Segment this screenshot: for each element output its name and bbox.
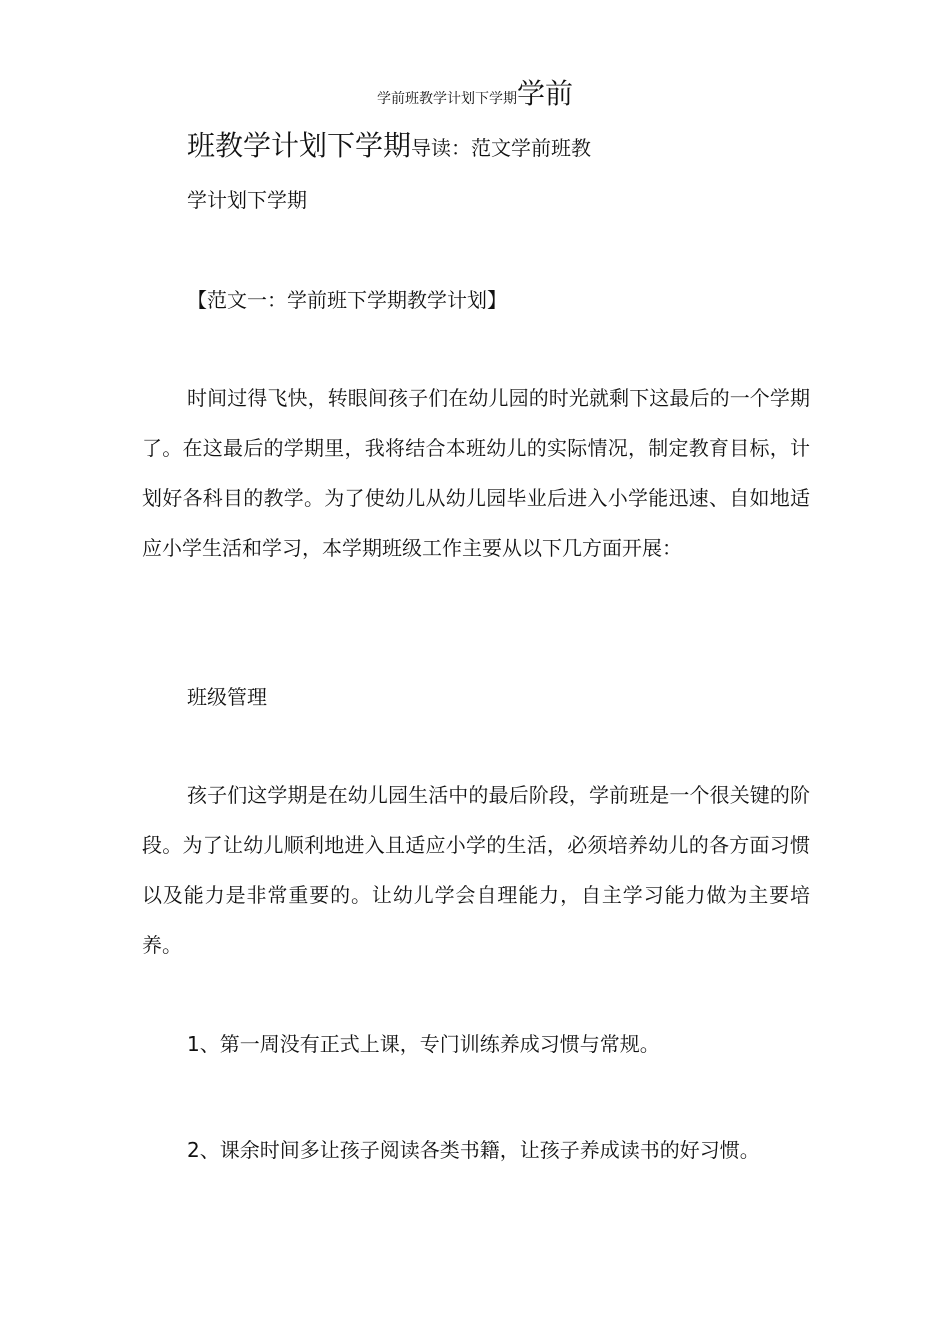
list-item: 1、第一周没有正式上课，专门训练养成习惯与常规。	[187, 1032, 660, 1056]
document-title	[187, 124, 591, 164]
page-header	[0, 72, 950, 112]
header-large-text: 学前	[516, 77, 573, 110]
title-continuation: 学计划下学期	[187, 188, 307, 212]
section-title: 班级管理	[187, 685, 267, 709]
intro-paragraph: 时间过得飞快，转眼间孩子们在幼儿园的时光就剩下这最后的一个学期了。在这最后的学期里，我将结合本班幼儿的实际情况，制定教育目标，计划好各科目的教学。为了使幼儿从幼儿园毕业后进入小学能迅速、自如地适应小学生活和学习，本学期班级工作主要从以下几方面开展：	[142, 386, 810, 560]
title-serif-part: 班教学计划下学期	[187, 129, 412, 162]
article-heading: 【范文一：学前班下学期教学计划】	[187, 288, 507, 312]
section-paragraph: 孩子们这学期是在幼儿园生活中的最后阶段，学前班是一个很关键的阶段。为了让幼儿顺利地进入且适应小学的生活，必须培养幼儿的各方面习惯以及能力是非常重要的。让幼儿学会自理能力，自主学习能力做为主要培养。	[142, 783, 810, 957]
title-sans-part: 导读：范文学前班教	[411, 136, 592, 160]
header-small-text: 学前班教学计划下学期	[376, 91, 517, 107]
list-item: 2、课余时间多让孩子阅读各类书籍，让孩子养成读书的好习惯。	[187, 1138, 760, 1162]
